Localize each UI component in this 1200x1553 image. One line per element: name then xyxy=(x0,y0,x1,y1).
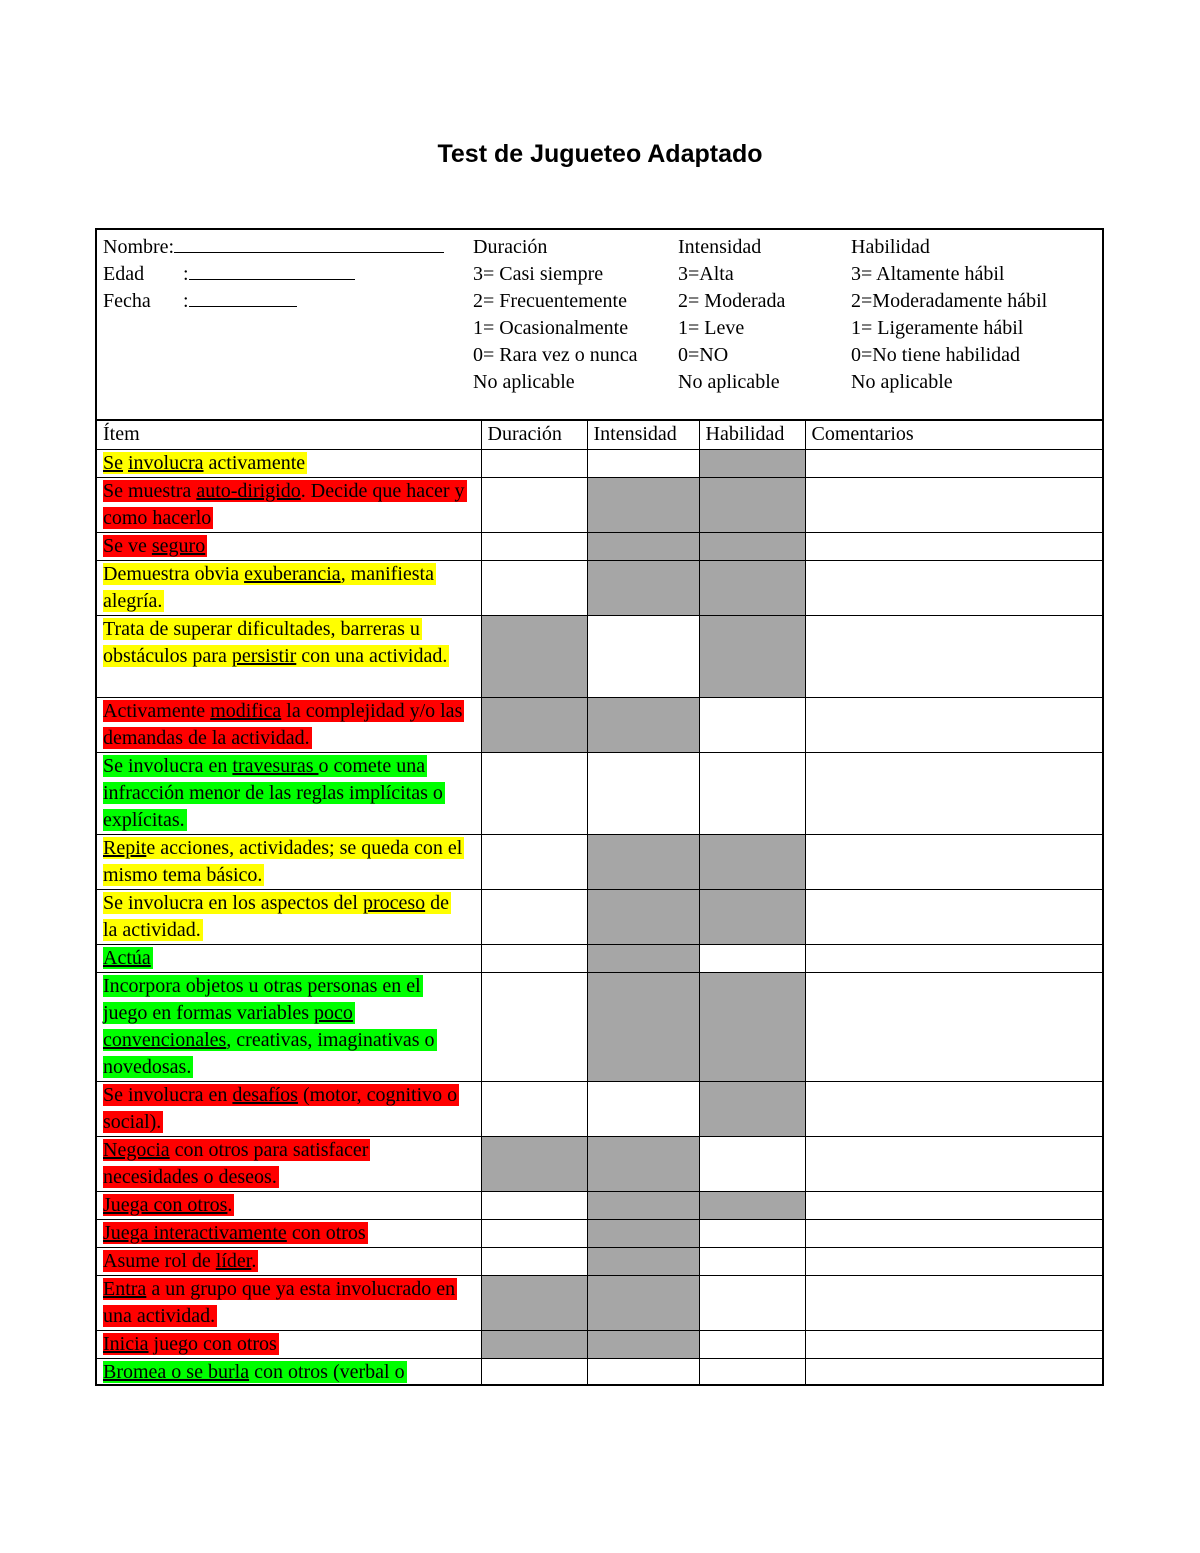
intensidad-score-cell xyxy=(587,834,699,889)
form-header xyxy=(97,230,1102,421)
item-cell xyxy=(97,532,481,560)
table-row xyxy=(97,1191,1102,1219)
comentarios-cell[interactable] xyxy=(805,1191,1102,1219)
duracion-score-cell xyxy=(481,697,587,752)
table-row xyxy=(97,1358,1102,1386)
habilidad-score-cell xyxy=(699,834,805,889)
table-row xyxy=(97,889,1102,944)
duracion-score-cell[interactable] xyxy=(481,944,587,972)
habilidad-score-cell xyxy=(699,532,805,560)
comentarios-cell[interactable] xyxy=(805,944,1102,972)
edad-label: Edad xyxy=(103,263,145,285)
comentarios-cell[interactable] xyxy=(805,1275,1102,1330)
habilidad-score-cell xyxy=(699,889,805,944)
header-habilidad: Habilidad xyxy=(705,423,785,445)
table-row xyxy=(97,697,1102,752)
comentarios-cell[interactable] xyxy=(805,697,1102,752)
item-text: Se ve seguro xyxy=(103,534,206,557)
item-text: Trata de superar dificultades, barreras u obstáculos para persistir con una actividad. xyxy=(103,617,448,667)
item-cell xyxy=(97,477,481,532)
item-cell xyxy=(97,972,481,1081)
duracion-score-cell[interactable] xyxy=(481,477,587,532)
item-cell xyxy=(97,944,481,972)
duracion-score-cell xyxy=(481,615,587,697)
item-text: Inicia juego con otros xyxy=(103,1332,277,1355)
habilidad-score-cell xyxy=(699,615,805,697)
table-row xyxy=(97,615,1102,697)
table-row xyxy=(97,834,1102,889)
items-table xyxy=(97,421,1102,1386)
item-cell xyxy=(97,1081,481,1136)
comentarios-cell[interactable] xyxy=(805,532,1102,560)
item-text: Entra a un grupo que ya esta involucrado en una actividad. xyxy=(103,1277,456,1327)
duracion-score-cell[interactable] xyxy=(481,834,587,889)
nombre-label: Nombre: xyxy=(103,236,175,258)
item-text: Se involucra en desafíos (motor, cognitivo o social). xyxy=(103,1083,458,1133)
duracion-score-cell[interactable] xyxy=(481,1358,587,1386)
table-row xyxy=(97,1219,1102,1247)
item-cell xyxy=(97,560,481,615)
intensidad-score-cell[interactable] xyxy=(587,752,699,834)
comentarios-cell[interactable] xyxy=(805,1136,1102,1191)
item-text: Juega con otros. xyxy=(103,1193,233,1216)
duracion-score-cell[interactable] xyxy=(481,1247,587,1275)
intensidad-score-cell xyxy=(587,1219,699,1247)
item-cell xyxy=(97,1275,481,1330)
intensidad-score-cell xyxy=(587,1136,699,1191)
item-cell xyxy=(97,615,481,697)
item-text: Se muestra auto-dirigido. Decide que hacer y como hacerlo xyxy=(103,479,465,529)
duracion-score-cell[interactable] xyxy=(481,532,587,560)
comentarios-cell[interactable] xyxy=(805,449,1102,477)
page-title: Test de Jugueteo Adaptado xyxy=(437,140,763,168)
habilidad-score-cell xyxy=(699,1191,805,1219)
habilidad-score-cell xyxy=(699,560,805,615)
intensidad-score-cell xyxy=(587,477,699,532)
table-row xyxy=(97,1081,1102,1136)
habilidad-score-cell xyxy=(699,972,805,1081)
habilidad-score-cell[interactable] xyxy=(699,1136,805,1191)
intensidad-score-cell xyxy=(587,889,699,944)
duracion-score-cell xyxy=(481,1330,587,1358)
table-row xyxy=(97,1275,1102,1330)
habilidad-score-cell[interactable] xyxy=(699,752,805,834)
duracion-score-cell[interactable] xyxy=(481,972,587,1081)
intensidad-score-cell xyxy=(587,972,699,1081)
habilidad-score-cell[interactable] xyxy=(699,1219,805,1247)
table-row xyxy=(97,1136,1102,1191)
duracion-score-cell[interactable] xyxy=(481,889,587,944)
habilidad-score-cell xyxy=(699,449,805,477)
item-text: Asume rol de líder. xyxy=(103,1249,257,1272)
fecha-label: Fecha xyxy=(103,290,151,312)
comentarios-cell[interactable] xyxy=(805,972,1102,1081)
comentarios-cell[interactable] xyxy=(805,752,1102,834)
intensidad-score-cell xyxy=(587,1247,699,1275)
intensidad-score-cell xyxy=(587,697,699,752)
habilidad-score-cell[interactable] xyxy=(699,944,805,972)
item-text: Incorpora objetos u otras personas en el juego en formas variables poco convencionales, creativas, imaginativas o novedosas. xyxy=(103,974,435,1078)
item-text: Se involucra activamente xyxy=(103,451,306,474)
comentarios-cell[interactable] xyxy=(805,477,1102,532)
item-text: Se involucra en travesuras o comete una infracción menor de las reglas implícitas o explícitas. xyxy=(103,754,443,831)
item-text: Se involucra en los aspectos del proceso de la actividad. xyxy=(103,891,450,941)
item-cell xyxy=(97,834,481,889)
habilidad-score-cell[interactable] xyxy=(699,1358,805,1386)
intensidad-score-cell xyxy=(587,1191,699,1219)
patient-info: Nombre: Edad : Fecha : xyxy=(103,234,444,315)
item-text: Negocia con otros para satisfacer necesidades o deseos. xyxy=(103,1138,369,1188)
table-row xyxy=(97,560,1102,615)
assessment-form xyxy=(95,228,1104,1386)
item-text: Bromea o se burla con otros (verbal o xyxy=(103,1360,405,1383)
edad-field[interactable] xyxy=(189,261,355,280)
header-intensidad: Intensidad xyxy=(593,423,677,445)
comentarios-cell[interactable] xyxy=(805,1247,1102,1275)
item-cell xyxy=(97,449,481,477)
comentarios-cell[interactable] xyxy=(805,889,1102,944)
header-item: Ítem xyxy=(103,423,140,445)
table-row xyxy=(97,1330,1102,1358)
habilidad-score-cell xyxy=(699,477,805,532)
intensidad-score-cell xyxy=(587,560,699,615)
item-cell xyxy=(97,697,481,752)
intensidad-score-cell xyxy=(587,532,699,560)
scale-habilidad: Habilidad 3= Altamente hábil 2=Moderadamente hábil 1= Ligeramente hábil 0=No tiene habilidad No aplicable xyxy=(851,236,1048,393)
comentarios-cell[interactable] xyxy=(805,834,1102,889)
comentarios-cell[interactable] xyxy=(805,615,1102,697)
comentarios-cell[interactable] xyxy=(805,1358,1102,1386)
habilidad-score-cell[interactable] xyxy=(699,1330,805,1358)
intensidad-score-cell[interactable] xyxy=(587,449,699,477)
duracion-score-cell xyxy=(481,1136,587,1191)
item-cell xyxy=(97,752,481,834)
duracion-score-cell[interactable] xyxy=(481,1081,587,1136)
table-row xyxy=(97,449,1102,477)
intensidad-score-cell xyxy=(587,1330,699,1358)
habilidad-score-cell[interactable] xyxy=(699,1275,805,1330)
item-cell xyxy=(97,1219,481,1247)
intensidad-score-cell[interactable] xyxy=(587,615,699,697)
nombre-field[interactable] xyxy=(174,234,444,253)
table-row xyxy=(97,1247,1102,1275)
duracion-score-cell[interactable] xyxy=(481,1191,587,1219)
table-row xyxy=(97,477,1102,532)
item-cell xyxy=(97,889,481,944)
scale-intensidad: Intensidad 3=Alta 2= Moderada 1= Leve 0=NO No aplicable xyxy=(678,236,786,393)
duracion-score-cell[interactable] xyxy=(481,560,587,615)
habilidad-score-cell xyxy=(699,1081,805,1136)
item-cell xyxy=(97,1136,481,1191)
comentarios-cell[interactable] xyxy=(805,1219,1102,1247)
duracion-score-cell[interactable] xyxy=(481,1219,587,1247)
item-cell xyxy=(97,1330,481,1358)
duracion-score-cell xyxy=(481,1275,587,1330)
comentarios-cell[interactable] xyxy=(805,1081,1102,1136)
item-cell xyxy=(97,1191,481,1219)
comentarios-cell[interactable] xyxy=(805,1330,1102,1358)
intensidad-score-cell[interactable] xyxy=(587,1358,699,1386)
habilidad-score-cell[interactable] xyxy=(699,1247,805,1275)
fecha-field[interactable] xyxy=(189,288,297,307)
intensidad-score-cell xyxy=(587,944,699,972)
item-text: Demuestra obvia exuberancia, manifiesta alegría. xyxy=(103,562,434,612)
item-cell xyxy=(97,1358,481,1386)
table-header-row xyxy=(97,421,1102,449)
table-row xyxy=(97,972,1102,1081)
duracion-score-cell[interactable] xyxy=(481,752,587,834)
intensidad-score-cell xyxy=(587,1275,699,1330)
item-text: Actúa xyxy=(103,946,151,969)
comentarios-cell[interactable] xyxy=(805,560,1102,615)
item-text: Activamente modifica la complejidad y/o las demandas de la actividad. xyxy=(103,699,463,749)
item-cell xyxy=(97,1247,481,1275)
table-row xyxy=(97,752,1102,834)
table-row xyxy=(97,532,1102,560)
table-row xyxy=(97,944,1102,972)
item-text: Repite acciones, actividades; se queda con el mismo tema básico. xyxy=(103,836,463,886)
intensidad-score-cell[interactable] xyxy=(587,1081,699,1136)
scale-duracion: Duración 3= Casi siempre 2= Frecuentemente 1= Ocasionalmente 0= Rara vez o nunca No aplicable xyxy=(473,236,638,393)
header-comentarios: Comentarios xyxy=(811,423,914,445)
header-duracion: Duración xyxy=(487,423,562,445)
duracion-score-cell[interactable] xyxy=(481,449,587,477)
item-text: Juega interactivamente con otros xyxy=(103,1221,366,1244)
habilidad-score-cell[interactable] xyxy=(699,697,805,752)
